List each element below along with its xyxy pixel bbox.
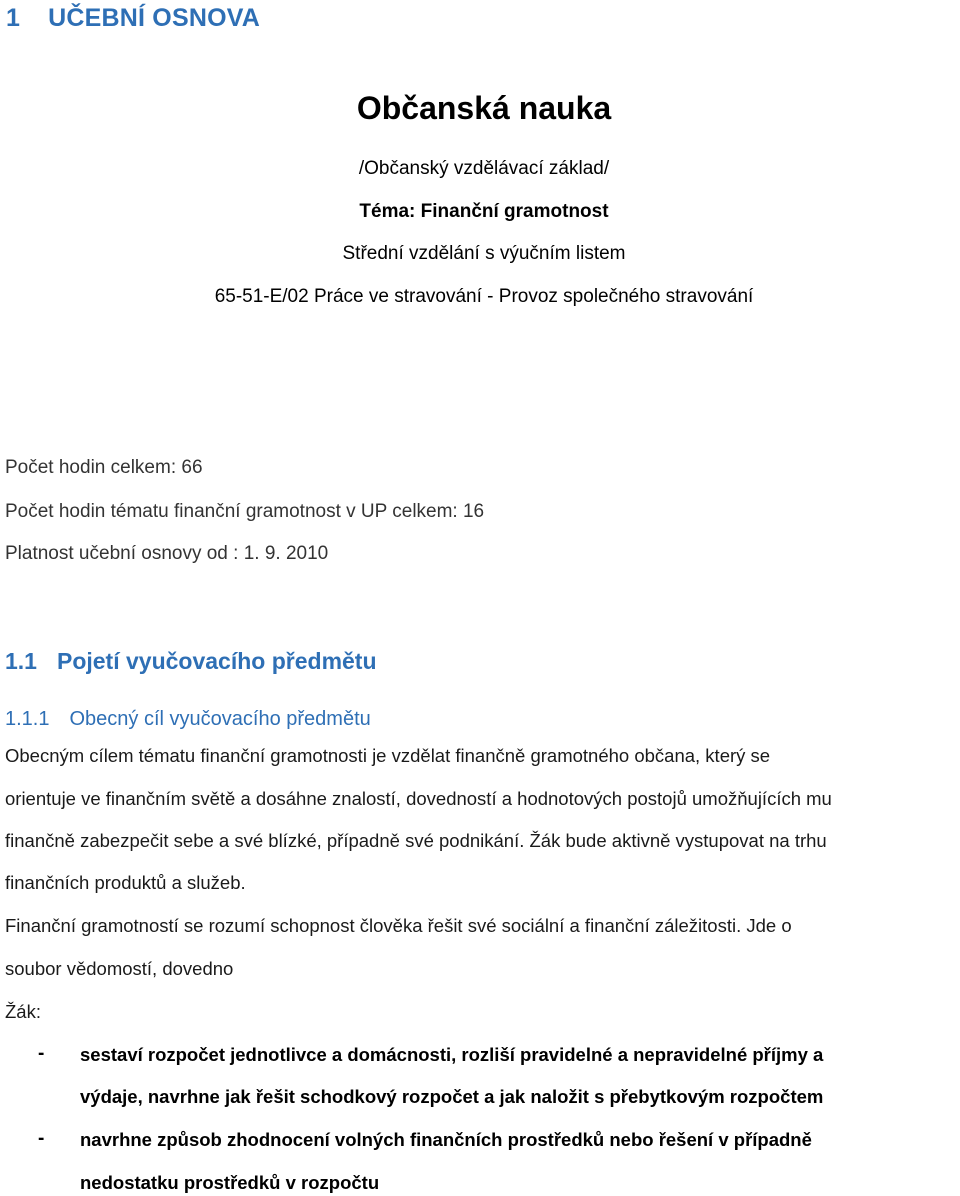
bullet-item-line: navrhne způsob zhodnocení volných finančních prostředků nebo řešení v případně: [80, 1129, 812, 1150]
bullet-item-line: sestaví rozpočet jednotlivce a domácnosti, rozliší pravidelné a nepravidelné příjmy a: [80, 1044, 824, 1065]
paragraph-line: orientuje ve finančním světě a dosáhne znalostí, dovedností a hodnotových postojů umožňujících mu: [5, 788, 832, 809]
subsubsection-heading: [5, 708, 371, 731]
subsubsection-number: 1.1.1: [5, 708, 50, 730]
paragraph-line: finančních produktů a služeb.: [5, 872, 246, 893]
document-title: Občanská nauka: [356, 90, 612, 126]
subsection-title: Pojetí vyučovacího předmětu: [56, 648, 377, 674]
section-number: 1: [6, 4, 21, 32]
paragraph-line: soubor vědomostí, dovedno: [5, 958, 234, 979]
education-level-line: Střední vzdělání s výučním listem: [342, 243, 626, 264]
program-code-line: 65-51-E/02 Práce ve stravování - Provoz společného stravování: [214, 286, 754, 307]
bullet-item-line: výdaje, navrhne jak řešit schodkový rozpočet a jak naložit s přebytkovým rozpočtem: [80, 1086, 824, 1107]
bullet-item-line: nedostatku prostředků v rozpočtu: [80, 1172, 380, 1193]
subtitle-line: /Občanský vzdělávací základ/: [358, 158, 610, 179]
section-title: UČEBNÍ OSNOVA: [48, 4, 260, 32]
paragraph-line: Obecným cílem tématu finanční gramotnosti je vzdělat finančně gramotného občana, který se: [5, 745, 771, 766]
subsection-heading: [5, 648, 377, 675]
paragraph-line: Finanční gramotností se rozumí schopnost člověka řešit své sociální a finanční záležitosti. Jde o: [5, 915, 792, 936]
student-label: Žák:: [5, 1001, 41, 1022]
paragraph-line: finančně zabezpečit sebe a své blízké, případně své podnikání. Žák bude aktivně vystupovat na trhu: [5, 830, 827, 851]
topic-line: Téma: Finanční gramotnost: [359, 201, 609, 222]
bullet-dash: -: [38, 1128, 45, 1149]
section-heading: [6, 4, 260, 33]
bullet-dash: -: [38, 1043, 45, 1064]
validity-line: Platnost učební osnovy od : 1. 9. 2010: [5, 543, 329, 564]
topic-hours-line: Počet hodin tématu finanční gramotnost v UP celkem: 16: [5, 501, 485, 522]
total-hours-line: Počet hodin celkem: 66: [5, 457, 203, 478]
subsubsection-title: Obecný cíl vyučovacího předmětu: [69, 708, 371, 730]
subsection-number: 1.1: [5, 648, 37, 674]
